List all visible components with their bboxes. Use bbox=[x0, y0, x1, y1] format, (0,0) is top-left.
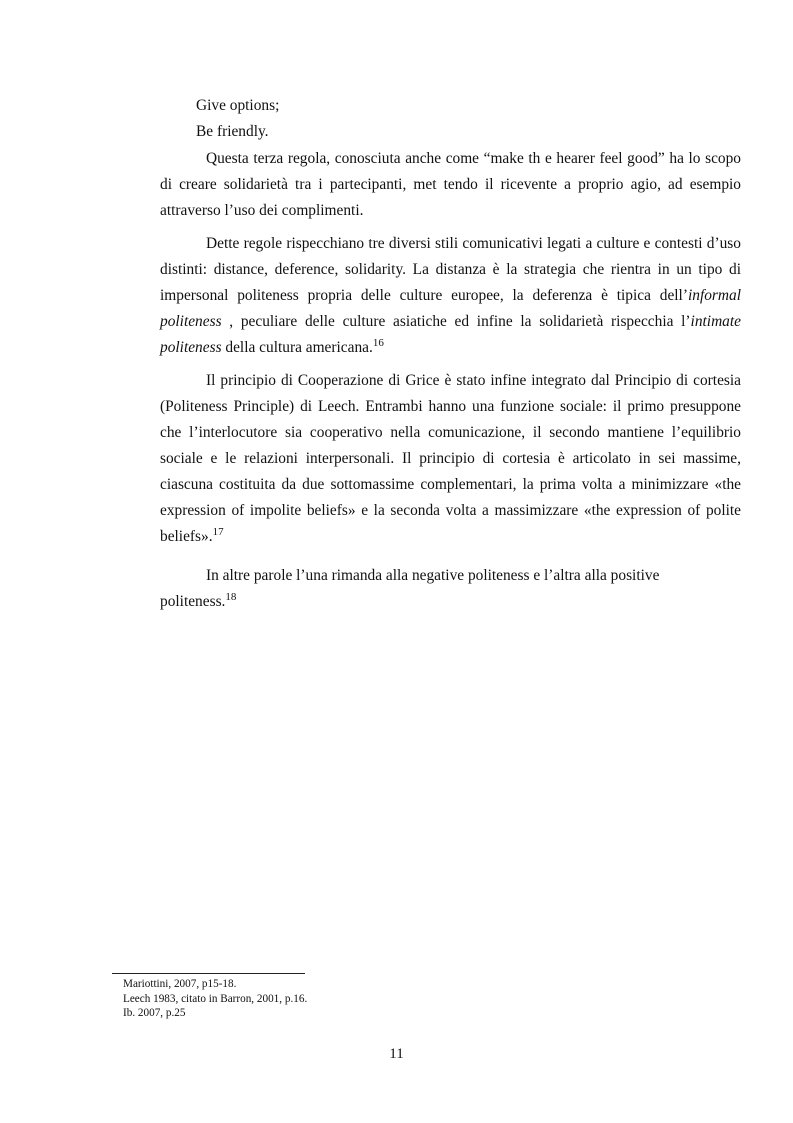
styles-text-part-2: , peculiare delle culture asiatiche ed infine la solidarietà rispecchia l’ bbox=[221, 313, 691, 330]
styles-text-part-1: Dette regole rispecchiano tre diversi stili comunicativi legati a culture e contesti d’uso distinti: distance, deference, solidarity. La distanza è la strategia che rientra in un tipo di impersonal politeness propria delle culture europee, la deferenza è tipica dell’ bbox=[160, 235, 741, 304]
footnote-ref-18: 18 bbox=[225, 591, 237, 603]
list-item-give-options: Give options; bbox=[196, 97, 280, 114]
paragraph-other-words-line2 bbox=[160, 589, 236, 615]
italic-informal-politeness: informal politeness bbox=[160, 287, 741, 330]
paragraph-third-rule-text: Questa terza regola, conosciuta anche come “make th e hearer feel good” ha lo scopo di creare solidarietà tra i partecipanti, met tendo il ricevente a proprio agio, ad esempio attraverso l’uso dei complimenti. bbox=[160, 150, 741, 219]
other-words-text: politeness. bbox=[160, 593, 226, 610]
footnote-18: Ib. 2007, p.25 bbox=[123, 1007, 186, 1019]
footnote-separator bbox=[112, 973, 305, 974]
paragraph-other-words-line1: In altre parole l’una rimanda alla negative politeness e l’altra alla positive bbox=[206, 567, 660, 584]
paragraph-cooperation-principle-text bbox=[160, 368, 741, 550]
paragraph-third-rule bbox=[160, 146, 741, 224]
paragraph-communicative-styles-text bbox=[160, 231, 741, 361]
italic-intimate-politeness: intimate politeness bbox=[160, 313, 741, 356]
page-number: 11 bbox=[389, 1046, 404, 1062]
footnote-16: Mariottini, 2007, p15-18. bbox=[123, 978, 237, 990]
cooperation-text: Il principio di Cooperazione di Grice è stato infine integrato dal Principio di cortesia (Politeness Principle) di Leech. Entrambi hanno una funzione sociale: il primo presuppone che l’interlocutore sia cooperativo nella comunicazione, il secondo mantiene l’equilibrio sociale e le relazioni interpersonali. Il principio di cortesia è articolato in sei massime, ciascuna costituita da due sottomassime complementari, la prima volta a minimizzare «the expression of impolite beliefs» e la seconda volta a massimizzare «the expression of polite beliefs». bbox=[160, 372, 741, 545]
list-item-be-friendly: Be friendly. bbox=[196, 123, 269, 140]
footnote-ref-16: 16 bbox=[372, 337, 384, 349]
footnote-17: Leech 1983, citato in Barron, 2001, p.16. bbox=[123, 992, 308, 1005]
footnotes bbox=[123, 977, 307, 1021]
styles-text-part-3: della cultura americana. bbox=[221, 339, 373, 356]
paragraph-communicative-styles bbox=[160, 231, 741, 361]
footnote-ref-17: 17 bbox=[212, 526, 224, 538]
paragraph-cooperation-principle bbox=[160, 368, 741, 550]
